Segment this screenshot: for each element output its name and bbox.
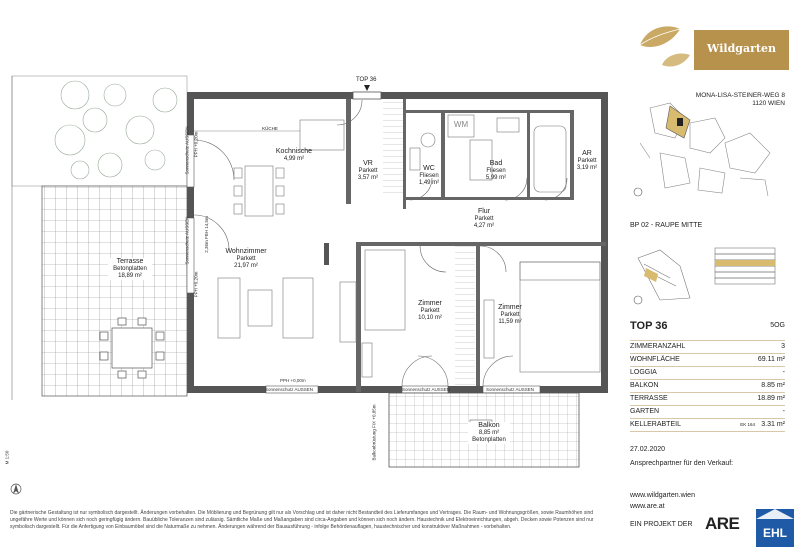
site-map (630, 98, 790, 198)
pph-tag-left-top: PPH +0,20m (193, 131, 199, 158)
terrasse-floor: Betonplatten (113, 266, 147, 273)
spec-value: - (782, 408, 785, 415)
spec-value: 3 (781, 343, 785, 350)
spec-key: WOHNFLÄCHE (630, 356, 680, 363)
unit-title: TOP 36 (630, 320, 668, 332)
spec-row-wohnflaeche (630, 353, 785, 366)
flur-floor: Parkett (474, 216, 494, 223)
contact-label: Ansprechpartner für den Verkauf: (630, 460, 734, 467)
unit-floor: 5OG (770, 322, 785, 329)
disclaimer-text: Die gärtnerische Gestaltung ist nur symbolisch dargestellt. Änderungen vorbehalten. Die Möblierung und Begrünung gilt nur als Vorschlag und ist daher nicht Bestandteil des Lieferumfanges und Vertrages. Die Raum- und Wohnungsgrößen, sowie Raumhöhen sind ungefähre Werte und können sich noch geringfügig ändern. Bauübliche Toleranzen sind zulässig. Sämtliche Maße und Maßangaben sind circa-Angaben und können sich noch ändern. Haustechnik und Elektroeinrichtungen, abgeh. Decken sowie Potenzen sind nur symbolisch dargestellt. Für die Anfertigung von Einbaumöbel sind die Naturmaße zu nehmen. Änderungen während der Bauausführung - infolge Behördenauflagen, haustechnischer und konstruktiver Maßnahmen - vorbehalten. (10, 510, 594, 530)
scale-label: M 1:50 (4, 450, 10, 465)
ehl-roof-icon (756, 509, 794, 519)
label-ar (574, 150, 600, 172)
spec-key: TERRASSE (630, 395, 668, 402)
wildgarten-logo-text: Wildgarten (707, 42, 776, 55)
sonnenschutz-tag-2: Sonnenschutz AUSSEN (402, 387, 451, 392)
label-zimmer-2 (490, 304, 530, 326)
flur-area: 4,27 m² (473, 222, 495, 229)
spec-key: KELLERABTEIL (630, 421, 681, 428)
label-wohnzimmer (222, 248, 270, 270)
wohnzimmer-name: Wohnzimmer (225, 248, 267, 255)
plan-date: 27.02.2020 (630, 446, 666, 453)
label-terrasse (108, 258, 152, 280)
are-logo-text: ARE (705, 514, 740, 533)
wohnzimmer-area: 21,97 m² (234, 262, 258, 269)
website-wildgarten[interactable]: www.wildgarten.wien (630, 492, 695, 499)
wc-area: 1,49 m² (418, 179, 440, 186)
are-logo (705, 514, 739, 534)
spec-key: LOGGIA (630, 369, 657, 376)
sonnenschutz-tag-3: Sonnenschutz AUSSEN (486, 387, 535, 392)
spec-value: 69.11 m² (757, 356, 785, 363)
address-line-1: MONA-LISA-STEINER-WEG 8 (695, 92, 785, 99)
address-line-2: 1120 WIEN (752, 99, 785, 107)
sonnenschutz-tag-1: Sonnenschutz AUSSEN (265, 387, 314, 392)
top-marker: TOP 36 (356, 77, 377, 83)
label-kochnische (270, 148, 318, 163)
ehl-logo (756, 509, 794, 547)
spec-key: GARTEN (630, 408, 660, 415)
spec-row-loggia (630, 366, 785, 379)
spec-key: BALKON (630, 382, 659, 389)
label-flur (466, 208, 502, 230)
zimmer1-floor: Parkett (420, 308, 440, 315)
label-bad (478, 160, 514, 182)
label-zimmer-1 (410, 300, 450, 322)
sonnenschutz-tag-4: Sonnenschutz AUSSEN (184, 126, 190, 175)
wildgarten-logo (694, 30, 789, 70)
vr-floor: Parkett (358, 168, 378, 175)
zimmer2-name: Zimmer (498, 304, 522, 311)
label-balkon (468, 422, 510, 444)
website-are[interactable]: www.are.at (630, 503, 665, 510)
terrasse-name: Terrasse (116, 258, 144, 265)
kochnische-name: Kochnische (275, 148, 313, 155)
vr-name: VR (363, 160, 373, 167)
balkon-area: 8,85 m² (478, 430, 500, 437)
zimmer2-floor: Parkett (500, 312, 520, 319)
spec-value: 8.85 m² (761, 382, 785, 389)
bad-floor: Fliesen (486, 168, 506, 175)
spec-value: 3.31 m² (761, 421, 785, 428)
spec-row-garten (630, 405, 785, 418)
spec-row-zimmeranzahl (630, 340, 785, 353)
zimmer1-name: Zimmer (418, 300, 442, 307)
leaf-icon (632, 15, 702, 70)
building-part: BP 02 - RAUPE MITTE (630, 222, 703, 229)
ar-area: 3,19 m² (576, 164, 598, 171)
wohnzimmer-floor: Parkett (236, 256, 256, 263)
label-vr (352, 160, 384, 182)
spec-row-terrasse (630, 392, 785, 405)
label-wm: WM (453, 120, 469, 129)
spec-note: EK 164 (740, 422, 755, 427)
spec-key: ZIMMERANZAHL (630, 343, 686, 350)
project-by-label: EIN PROJEKT DER (630, 521, 693, 528)
spec-value: 18.89 m² (757, 395, 785, 402)
terrasse-area: 18,89 m² (118, 272, 142, 279)
pph-tag-bottom: PPH +0,00m (280, 378, 306, 383)
kochnische-area: 4,99 m² (283, 156, 305, 163)
building-section (630, 238, 780, 308)
pph-tag-left-bottom: PPH +0,20m (193, 271, 199, 298)
label-kueche (255, 126, 285, 131)
label-wc (415, 165, 443, 187)
kueche-name: KÜCHE (262, 126, 278, 131)
balkon-floor: Betonplatten (472, 436, 506, 443)
vr-area: 3,57 m² (357, 174, 379, 181)
flur-name: Flur (477, 208, 491, 215)
wc-name: WC (423, 165, 435, 172)
fbh-tag: 2,36m FBH 14,5m (203, 216, 209, 253)
sonnenschutz-tag-5: Sonnenschutz AUSSEN (184, 216, 190, 265)
zimmer1-area: 10,10 m² (418, 314, 442, 321)
zimmer2-area: 11,59 m² (498, 318, 522, 325)
bad-name: Bad (489, 160, 503, 167)
balkon-name: Balkon (478, 422, 500, 429)
ar-floor: Parkett (577, 158, 597, 165)
bad-area: 5,99 m² (485, 174, 507, 181)
ar-name: AR (582, 150, 592, 157)
spec-row-balkon (630, 379, 785, 392)
spec-value: - (782, 369, 785, 376)
wc-floor: Fliesen (419, 173, 439, 180)
spec-row-kellerabteil (630, 418, 785, 432)
ehl-logo-text: EHL (763, 526, 787, 540)
balkon-brustung-tag: Balkonbrüstung FIX +0,85m (371, 404, 377, 461)
